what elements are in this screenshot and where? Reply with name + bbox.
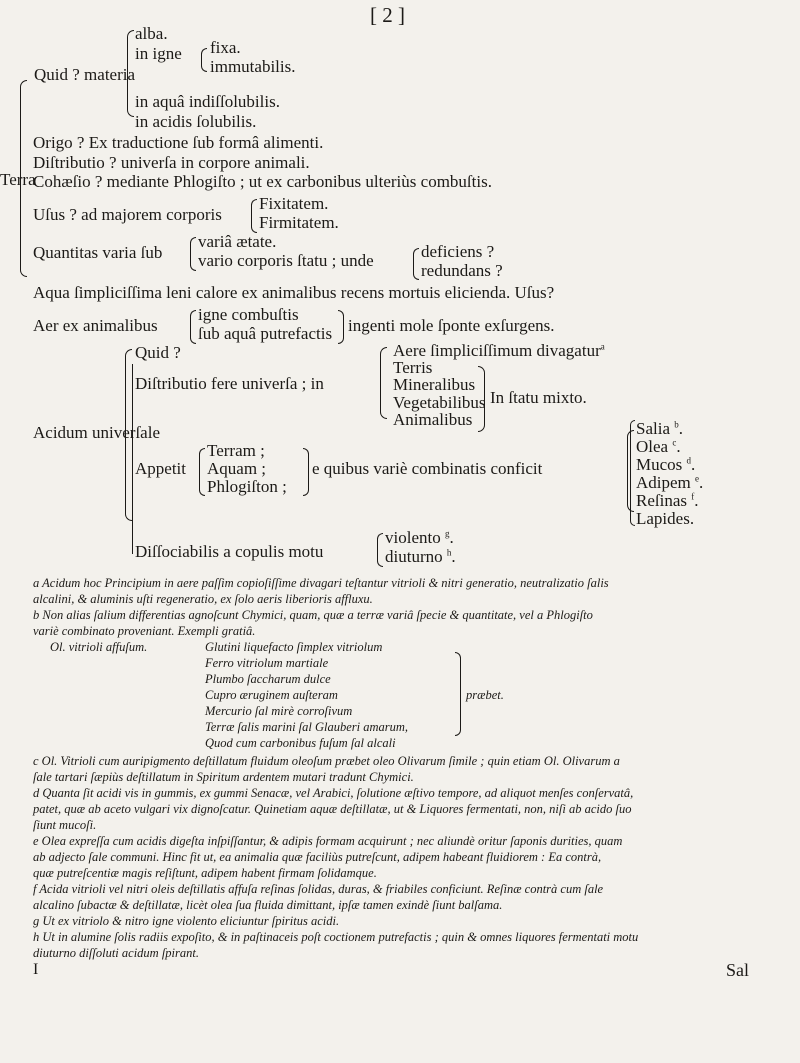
footnote-e-1: e Olea expreſſa cum acidis digeſta inſpiſſantur, & adipis formam acquirunt ; nec aliundè oritur ſaponis durities, quam: [33, 834, 623, 848]
terra-immutabilis: immutabilis.: [210, 57, 296, 76]
brace-praebet: [455, 652, 461, 736]
footnote-a-1: a Acidum hoc Principium in aere paſſim copioſiſſime divagari teſtantur vitrioli & nitri generatio, neutralizatio ſalis: [33, 576, 609, 590]
acidum-e-quibus: e quibus variè combinatis conficit: [312, 459, 543, 478]
terra-fixitatem: Fixitatem.: [259, 194, 329, 213]
acidum-vegetabilibus: Vegetabilibus: [393, 393, 486, 412]
aqua-line: Aqua ſimpliciſſima leni calore ex animalibus recens mortuis elicienda. Uſus?: [33, 283, 555, 302]
footnote-d-2: patet, quæ ab aceto vulgari vix dignoſcatur. Quinetiam aquæ deſtillatæ, ut & Liquores fermentati, non, niſi ab acido ſuo: [33, 802, 632, 816]
acidum-lapides: Lapides.: [636, 509, 695, 528]
footnote-b-list-3: Mercurio ſal mirè corroſivum: [205, 704, 353, 718]
terra-alba: alba.: [135, 24, 168, 43]
footnote-ref-c: c: [672, 437, 677, 448]
footnote-c-1: c Ol. Vitrioli cum auripigmento deſtillatum fluidum oleoſum præbet oleo Olivarum ſimile ; quin etiam Ol. Olivarum a: [33, 754, 620, 768]
brace-aer-right: [338, 310, 344, 344]
footnote-ref-b: b: [674, 419, 679, 430]
terra-in-acidis: in acidis ſolubilis.: [135, 112, 257, 131]
aer-rest: ingenti mole ſponte exſurgens.: [348, 316, 555, 335]
acidum-quid: Quid ?: [135, 343, 181, 362]
footnote-c-2: ſale tartari ſæpiùs deſtillatum in Spiritum ardentem mutari tradunt Chymici.: [33, 770, 414, 784]
acidum-violento: violento $^g$.: [385, 528, 454, 547]
terra-firmitatem: Firmitatem.: [259, 213, 339, 232]
terra-usus: Uſus ? ad majorem corporis: [33, 205, 222, 224]
brace-motu: [377, 533, 383, 567]
footnote-d-1: d Quanta ſit acidi vis in gummis, ex gummi Senacæ, vel Arabici, ſolutione æſtivo tempore, ad aliquot menſes conſervatâ,: [33, 786, 634, 800]
aer-igne: igne combuſtis: [198, 305, 299, 324]
footnote-e-3: quæ putreſcentiæ magis reſiſtunt, adipem habent firmam ſolidamque.: [33, 866, 377, 880]
terra-redundans: redundans ?: [421, 261, 503, 280]
brace-in-statu: [478, 366, 485, 432]
footnote-ref-e: e: [695, 473, 700, 484]
footnote-ref-a: a: [600, 341, 605, 352]
acidum-diuturno: diuturno $^h$.: [385, 547, 456, 566]
footnote-d-3: ſiunt mucoſi.: [33, 818, 97, 832]
brace-appetit: [199, 448, 205, 496]
footnote-b-list-0: Ferro vitriolum martiale: [205, 656, 329, 670]
acidum-appetit: Appetit: [135, 459, 186, 478]
footnote-a-2: alcalini, & aluminis uſti regeneratio, ex ſolo aeris liberioris affluxu.: [33, 592, 373, 606]
footnote-f-2: alcalino ſubactæ & deſtillatæ, licèt olea ſua fluida dimittant, ipſæ tamen exindè ſiunt balſama.: [33, 898, 503, 912]
catchword: Sal: [726, 960, 750, 980]
terra-cohaesio: Cohæſio ? mediante Phlogiſto ; ut ex carbonibus ulteriùs combuſtis.: [33, 172, 492, 191]
acidum-distributio: Diſtributio fere univerſa ; in: [135, 374, 324, 393]
footnote-f-1: f Acida vitrioli vel nitri oleis deſtillatis affuſa reſinas ſolidas, duras, & friabiles conficiunt. Reſinæ contrà cum ſale: [33, 882, 604, 896]
brace-products: [630, 420, 635, 526]
terra-in-aqua: in aquâ indiſſolubilis.: [135, 92, 280, 111]
terra-vario-corporis: vario corporis ſtatu ; unde: [198, 251, 374, 270]
terra-fixa: fixa.: [210, 38, 241, 57]
terra-deficiens: deficiens ?: [421, 242, 495, 261]
acidum-in-statu: In ſtatu mixto.: [490, 388, 587, 407]
terra-varia-aetate: variâ ætate.: [198, 232, 277, 251]
page-number: [ 2 ]: [370, 3, 405, 27]
footnote-b-list-5: Quod cum carbonibus fuſum ſal alcali: [205, 736, 396, 750]
footnote-g-1: g Ut ex vitriolo & nitro igne violento eliciuntur ſpiritus acidi.: [33, 914, 340, 928]
acidum-salia-text: Salia: [636, 419, 670, 438]
footnote-ref-f: f: [691, 491, 695, 502]
acidum-mucos: Mucos $^d$.: [636, 455, 696, 474]
terra-quid: Quid ? materia: [34, 65, 136, 84]
brace-quantitas: [190, 237, 196, 271]
footnote-b-list-2: Cupro æruginem auſteram: [205, 688, 338, 702]
acidum-olea: Olea $^c$.: [636, 437, 681, 456]
acidum-mineralibus: Mineralibus: [393, 375, 476, 394]
terra-in-igne: in igne: [135, 44, 182, 63]
footnote-b-example-left: Ol. vitrioli affuſum.: [50, 640, 148, 654]
acidum-olea-text: Olea: [636, 437, 669, 456]
acidum-diuturno-text: diuturno: [385, 547, 443, 566]
brace-combinatis: [303, 448, 309, 496]
acidum-mucos-text: Mucos: [636, 455, 683, 474]
acidum-aere-text: Aere ſimpliciſſimum divagatur: [393, 341, 601, 360]
footnote-b-praebet: præbet.: [466, 688, 504, 702]
terra-quantitas: Quantitas varia ſub: [33, 243, 163, 262]
footnote-b-2: variè combinato proveniant. Exempli gratiâ.: [33, 624, 256, 638]
acidum-terris: Terris: [393, 358, 433, 377]
signature-mark: I: [33, 961, 39, 978]
acidum-resinas-text: Reſinas: [636, 491, 687, 510]
acidum-terram: Terram ;: [207, 441, 265, 460]
acidum-salia: Salia $^b$.: [636, 419, 683, 438]
brace-aer-left: [190, 310, 196, 344]
footnote-b-list-1: Plumbo ſaccharum dulce: [205, 672, 331, 686]
terra-origo: Origo ? Ex traductione ſub formâ alimenti.: [33, 133, 324, 152]
footnote-b-1: b Non alias ſalium differentias agnoſcunt Chymici, quam, quæ a terræ variâ ſpecie & quantitate, vel a Phlogiſto: [33, 608, 593, 622]
acidum-connector-line: [132, 364, 133, 554]
acidum-resinas: Reſinas $^f$.: [636, 491, 699, 510]
terra-distributio: Diſtributio ? univerſa in corpore animali.: [33, 153, 310, 172]
acidum-dissociabilis: Diſſociabilis a copulis motu: [135, 542, 324, 561]
acidum-animalibus: Animalibus: [393, 410, 473, 429]
acidum-adipem: Adipem $^e$.: [636, 473, 704, 492]
footnote-ref-g: g: [444, 528, 450, 539]
aer-label: Aer ex animalibus: [33, 316, 158, 335]
footnote-b-list-4: Terræ ſalis marini ſal Glauberi amarum,: [205, 720, 409, 734]
footnote-ref-h: h: [446, 547, 452, 558]
footnote-e-2: ab adjecto ſale communi. Hinc fit ut, ea animalia quæ faciliùs putreſcunt, adipem habeant fluidiorem : Ea contrà,: [33, 850, 602, 864]
aer-sub-aqua: ſub aquâ putrefactis: [198, 324, 333, 343]
footnote-b-example-right: Glutini liquefacto ſimplex vitriolum: [205, 640, 383, 654]
brace-igne: [201, 48, 207, 72]
acidum-violento-text: violento: [385, 528, 441, 547]
brace-unde: [413, 248, 419, 280]
acidum-phlogiston: Phlogiſton ;: [207, 477, 287, 496]
brace-usus: [251, 199, 257, 233]
footnote-h-1: h Ut in alumine ſolis radiis expoſito, & in paſtinaceis poſt coctionem putrefactis ; quin & omnes liquores fermentati motu: [33, 930, 639, 944]
footnote-h-2: diuturno diſſoluti acidum ſpirant.: [33, 946, 199, 960]
acidum-aquam: Aquam ;: [207, 459, 267, 478]
acidum-label: Acidum univerſale: [33, 423, 160, 442]
brace-in: [380, 347, 387, 419]
acidum-adipem-text: Adipem: [636, 473, 691, 492]
footnote-ref-d: d: [686, 455, 692, 466]
terra-label: Terra: [0, 170, 36, 189]
